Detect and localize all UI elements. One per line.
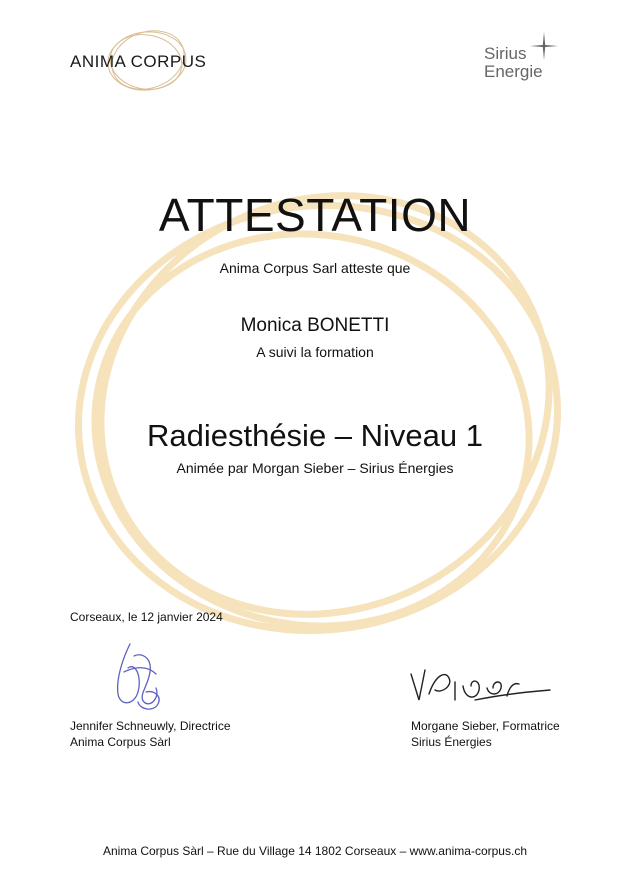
intro-text: Anima Corpus Sarl atteste que [219,260,411,276]
signatory-left-org: Anima Corpus Sàrl [70,735,171,749]
signatory-left [70,718,231,750]
footer-address: Anima Corpus Sàrl – Rue du Village 14 1802 Corseaux – www.anima-corpus.ch [102,844,527,858]
logo-text: ANIMA CORPUS [70,52,207,71]
certificate-title: ATTESTATION [158,189,472,241]
signatory-right-org: Sirius Énergies [411,735,492,749]
sirius-energie-logo [478,30,568,90]
signatory-left-name: Jennifer Schneuwly, Directrice [70,719,231,733]
star-icon [528,30,564,66]
signature-left-image [100,632,180,717]
signatory-right [411,718,560,750]
place-date: Corseaux, le 12 janvier 2024 [70,610,223,624]
recipient-name: Monica BONETTI [240,315,390,336]
trainer-line: Animée par Morgan Sieber – Sirius Énergies [176,460,454,476]
signature-right-image [405,660,555,710]
signatory-right-name: Morgane Sieber, Formatrice [411,719,560,733]
logo-text-line2: Energie [484,62,543,81]
logo-text-line1: Sirius [484,44,527,63]
course-title: Radiesthésie – Niveau 1 [146,418,484,453]
followed-text: A suivi la formation [256,344,374,360]
